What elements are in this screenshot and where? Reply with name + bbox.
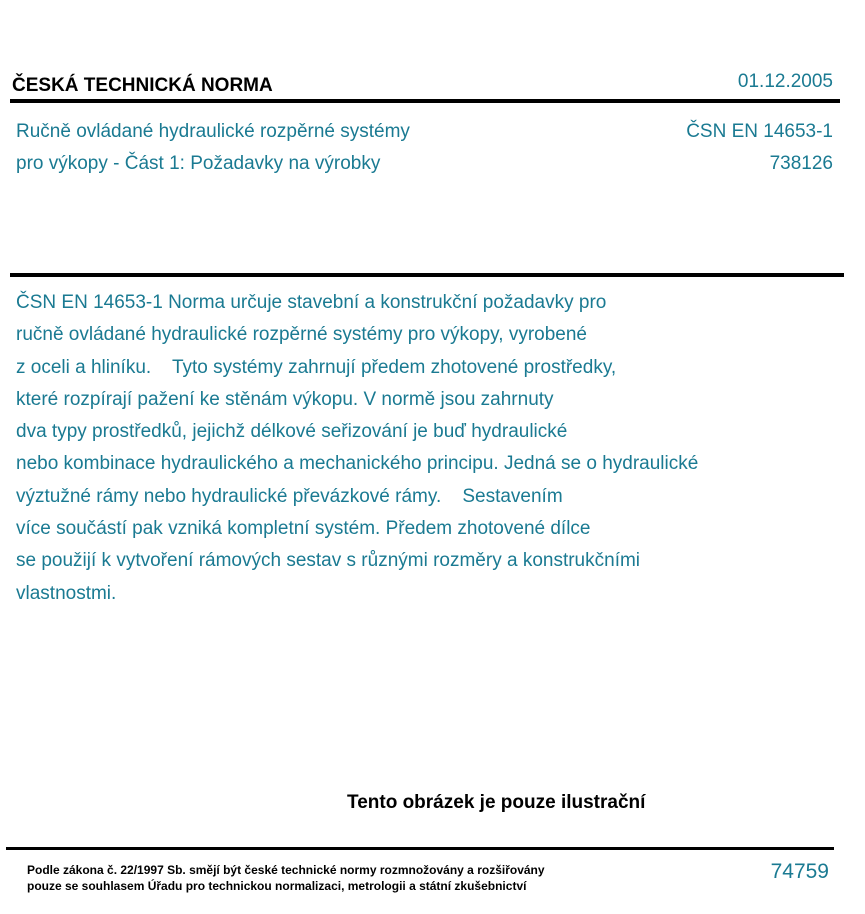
abstract-line: dva typy prostředků, jejichž délkové seřizování je buď hydraulické: [16, 421, 568, 443]
bottom-divider: [6, 847, 834, 850]
abstract-line: které rozpírají pažení ke stěnám výkopu. V normě jsou zahrnuty: [16, 388, 554, 410]
legal-notice-line: pouze se souhlasem Úřadu pro technickou normalizaci, metrologii a státní zkušebnictví: [27, 879, 527, 893]
standard-code: ČSN EN 14653-1: [686, 121, 833, 142]
catalog-number: 74759: [770, 860, 829, 883]
standard-title-line: Ručně ovládané hydraulické rozpěrné systémy: [16, 121, 410, 142]
abstract-line: vlastnostmi.: [16, 582, 117, 604]
publication-date: 01.12.2005: [737, 71, 833, 92]
abstract-line: ručně ovládané hydraulické rozpěrné systémy pro výkopy, vyrobené: [16, 324, 587, 346]
class-number: 738126: [769, 153, 833, 174]
abstract-line: z oceli a hliníku. Tyto systémy zahrnují předem zhotovené prostředky,: [16, 356, 617, 378]
document-type-heading: ČESKÁ TECHNICKÁ NORMA: [12, 75, 273, 96]
standard-title: [16, 116, 410, 180]
illustrative-note: Tento obrázek je pouze ilustrační: [347, 792, 646, 813]
standard-title-line: pro výkopy - Část 1: Požadavky na výrobky: [16, 153, 381, 174]
abstract-line: ČSN EN 14653-1 Norma určuje stavební a konstrukční požadavky pro: [16, 292, 607, 313]
top-divider: [10, 99, 840, 103]
abstract-text: [16, 287, 698, 610]
abstract-line: se použijí k vytvoření rámových sestav s různými rozměry a konstrukčními: [16, 550, 641, 572]
abstract-line: výztužné rámy nebo hydraulické převázkové rámy. Sestavením: [16, 485, 563, 507]
abstract-line: více součástí pak vzniká kompletní systém. Předem zhotovené dílce: [16, 518, 591, 540]
legal-notice-line: Podle zákona č. 22/1997 Sb. smějí být české technické normy rozmnožovány a rozšiřovány: [27, 863, 545, 877]
abstract-line: nebo kombinace hydraulického a mechanického principu. Jedná se o hydraulické: [16, 453, 699, 475]
standard-identifiers: [686, 116, 833, 180]
legal-notice: [27, 862, 545, 894]
middle-divider: [10, 273, 844, 277]
